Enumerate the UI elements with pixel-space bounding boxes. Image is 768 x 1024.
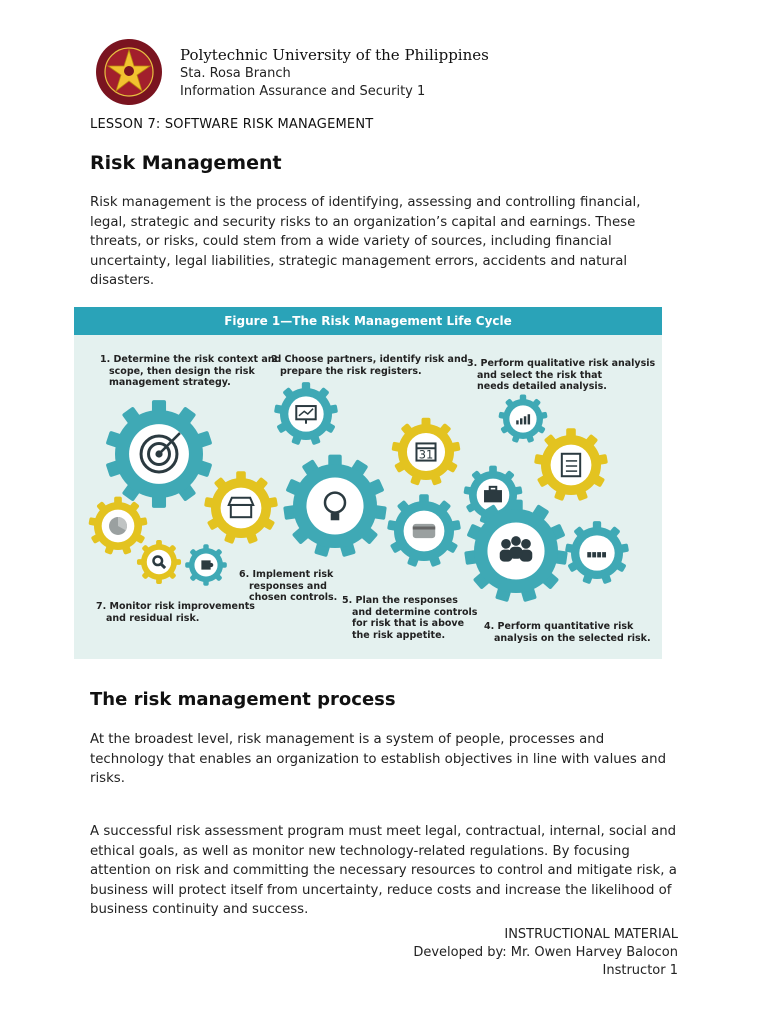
process-paragraph-1: At the broadest level, risk management is a system of people, processes and technology that enables an organization to establish objectives in line with values and risks. [90, 732, 667, 786]
course-name: Information Assurance and Security 1 [180, 84, 426, 99]
gear-clipboard-icon [534, 428, 608, 501]
footer-instructional-material: INSTRUCTIONAL MATERIAL [504, 927, 678, 942]
figure-title: Figure 1—The Risk Management Life Cycle [74, 307, 662, 335]
section-heading-process: The risk management process [90, 689, 396, 710]
gear-step4-data-icon [565, 521, 629, 584]
gear-credit-card-icon [387, 494, 461, 567]
calendar-day-text: 31 [418, 447, 434, 462]
gear-calendar-icon [391, 418, 460, 486]
footer-developer: Developed by: Mr. Owen Harvey Balocon [413, 945, 678, 960]
lesson-title: LESSON 7: SOFTWARE RISK MANAGEMENT [90, 117, 374, 132]
gear-step1-target-icon [106, 400, 213, 508]
gear-pie-chart-icon [88, 497, 147, 555]
footer-role: Instructor 1 [602, 963, 678, 978]
gear-lightbulb-icon [283, 455, 387, 558]
branch-name: Sta. Rosa Branch [180, 66, 291, 81]
gear-team-icon [464, 500, 568, 603]
step-6-label: 6. Implement risk responses and chosen controls. [239, 569, 338, 603]
section-heading-risk-management: Risk Management [90, 152, 282, 174]
risk-lifecycle-figure [74, 307, 662, 659]
gear-puzzle-icon [185, 544, 227, 586]
step-2-label: 2. Choose partners, identify risk and prepare the risk registers. [271, 354, 468, 377]
gear-step3-chart-icon [498, 395, 547, 444]
gear-store-icon [204, 471, 278, 544]
university-name: Polytechnic University of the Philippines [180, 46, 489, 64]
gear-magnifier-icon [137, 540, 181, 584]
risk-management-paragraph: Risk management is the process of identifying, assessing and controlling financial, legal, strategic and security risks to an organization’s capital and earnings. These threats, or risks, could stem from a wide variety of sources, including financial uncertainty, legal liabilities, strategic management errors, accidents and natural disasters. [90, 195, 641, 288]
step-5-label: 5. Plan the responses and determine controls for risk that is above the risk appetite. [342, 595, 478, 641]
step-4-label: 4. Perform quantitative risk analysis on the selected risk. [484, 621, 651, 644]
university-seal-logo [95, 38, 163, 106]
process-paragraph-2: A successful risk assessment program must meet legal, contractual, internal, social and ethical goals, as well as monitor new technology-related regulations. By focusing attention on risk and committing the necessary resources to control and mitigate risk, a business will protect itself from uncertainty, reduce costs and increase the likelihood of business continuity and success. [90, 824, 677, 917]
step-1-label: 1. Determine the risk context and scope, then design the risk management strategy. [100, 354, 282, 388]
step-3-label: 3. Perform qualitative risk analysis and select the risk that needs detailed analysis. [467, 358, 656, 392]
step-7-label: 7. Monitor risk improvements and residual risk. [96, 601, 255, 624]
gear-step2-board-icon [274, 382, 338, 445]
